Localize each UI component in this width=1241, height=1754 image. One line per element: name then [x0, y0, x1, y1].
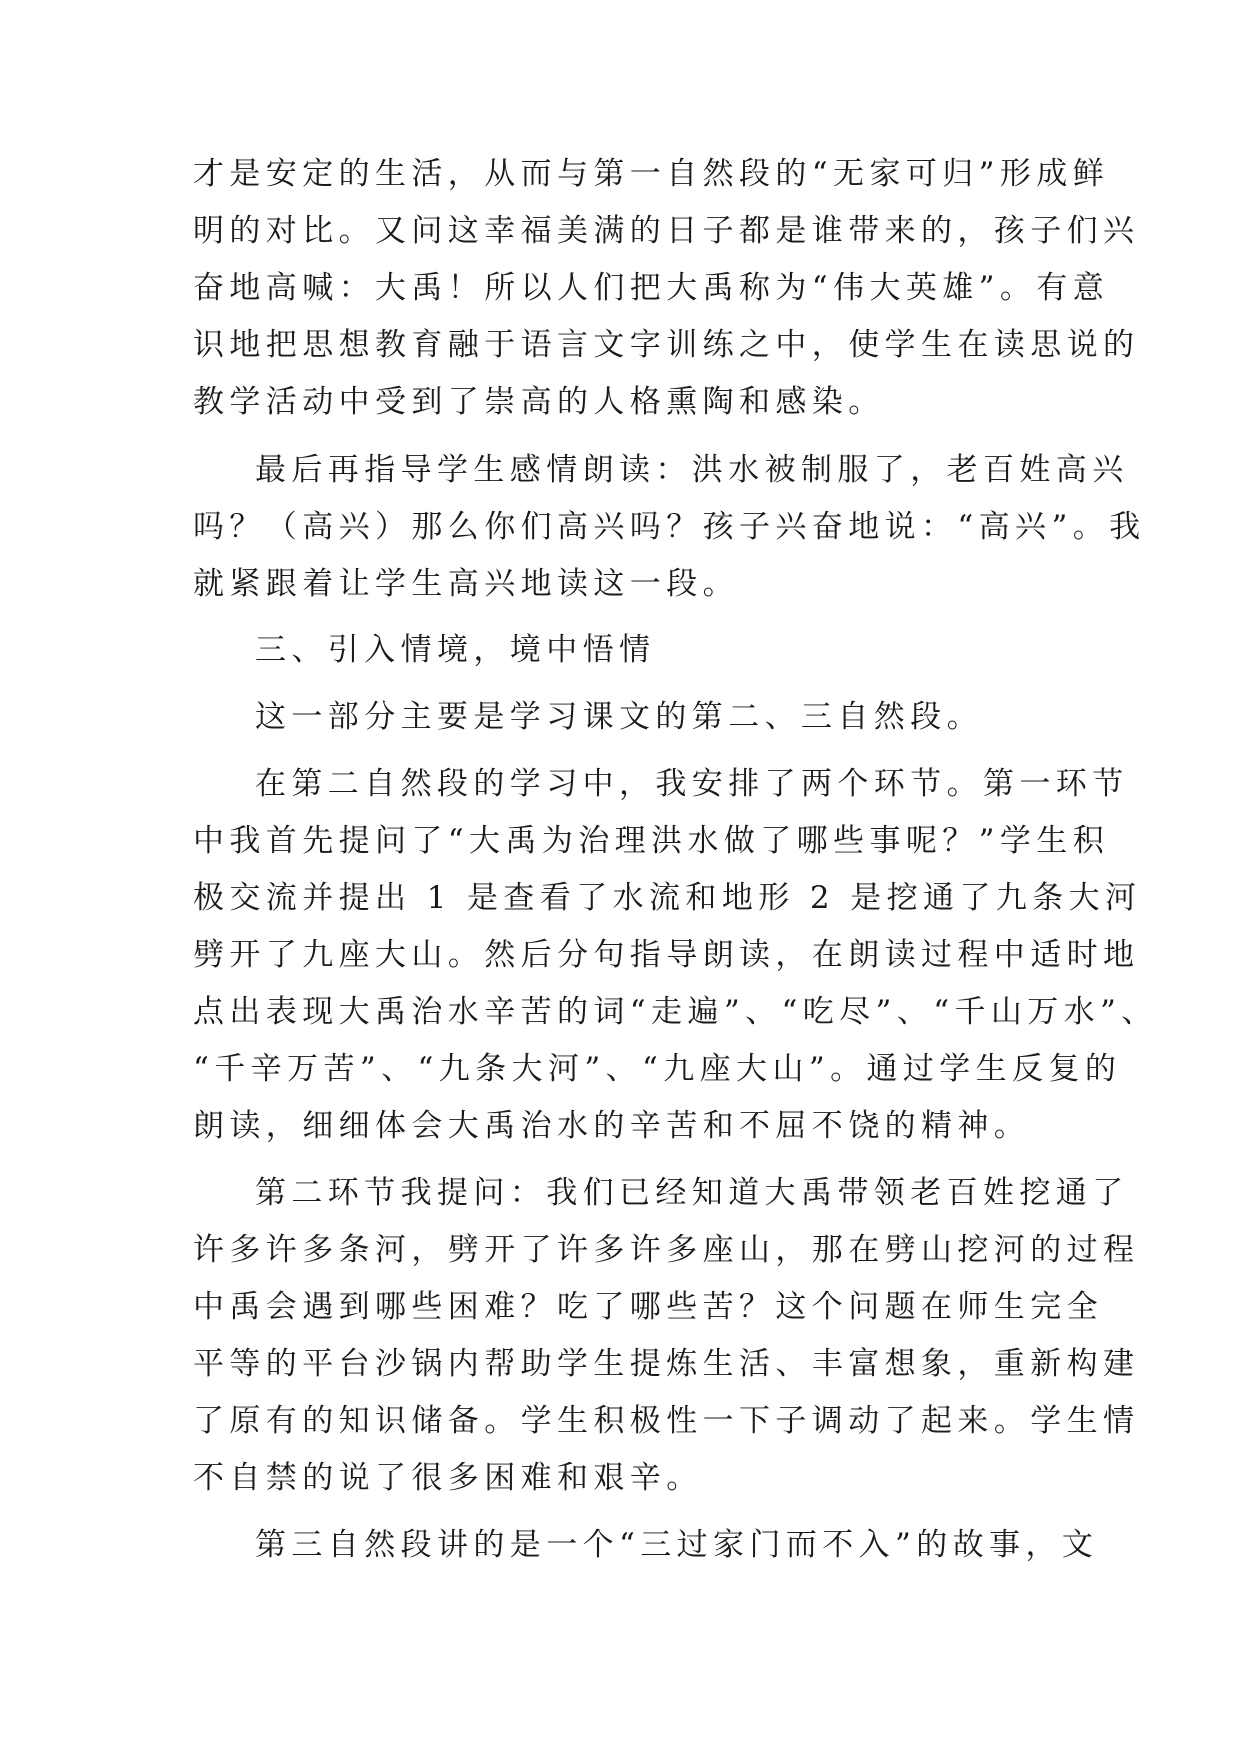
text-line: 平等的平台沙锅内帮助学生提炼生活、丰富想象，重新构建 [193, 1346, 1140, 1382]
section-heading: 三、引入情境，境中悟情 [255, 632, 656, 668]
text-line: 极交流并提出 1 是查看了水流和地形 2 是挖通了九条大河 [193, 880, 1142, 916]
paragraph-start-line: 这一部分主要是学习课文的第二、三自然段。 [255, 699, 983, 735]
text-line: 了原有的知识储备。学生积极性一下子调动了起来。学生情 [193, 1403, 1140, 1439]
text-line: 奋地高喊：大禹！所以人们把大禹称为“伟大英雄”。有意 [193, 270, 1110, 306]
text-line: 不自禁的说了很多困难和艰辛。 [193, 1460, 703, 1496]
text-line: 吗？（高兴）那么你们高兴吗？孩子兴奋地说：“高兴”。我 [193, 509, 1146, 545]
text-line: “千辛万苦”、“九条大河”、“九座大山”。通过学生反复的 [193, 1051, 1122, 1087]
text-line: 就紧跟着让学生高兴地读这一段。 [193, 566, 739, 602]
text-line: 点出表现大禹治水辛苦的词“走遍”、“吃尽”、“千山万水”、 [193, 994, 1158, 1030]
text-line: 朗读，细细体会大禹治水的辛苦和不屈不饶的精神。 [193, 1108, 1031, 1144]
text-line: 识地把思想教育融于语言文字训练之中，使学生在读思说的 [193, 327, 1140, 363]
text-line: 中禹会遇到哪些困难？吃了哪些苦？这个问题在师生完全 [193, 1289, 1103, 1325]
paragraph-start-line: 在第二自然段的学习中，我安排了两个环节。第一环节 [255, 766, 1129, 802]
text-line: 教学活动中受到了崇高的人格熏陶和感染。 [193, 384, 885, 420]
text-line: 才是安定的生活，从而与第一自然段的“无家可归”形成鲜 [193, 156, 1110, 192]
text-line: 中我首先提问了“大禹为治理洪水做了哪些事呢？”学生积 [193, 823, 1110, 859]
paragraph-start-line: 第三自然段讲的是一个“三过家门而不入”的故事，文 [255, 1527, 1099, 1563]
text-line: 劈开了九座大山。然后分句指导朗读，在朗读过程中适时地 [193, 937, 1140, 973]
paragraph-start-line: 最后再指导学生感情朗读：洪水被制服了，老百姓高兴 [255, 452, 1129, 488]
text-line: 明的对比。又问这幸福美满的日子都是谁带来的，孩子们兴 [193, 213, 1140, 249]
paragraph-start-line: 第二环节我提问：我们已经知道大禹带领老百姓挖通了 [255, 1175, 1129, 1211]
text-line: 许多许多条河，劈开了许多许多座山，那在劈山挖河的过程 [193, 1232, 1140, 1268]
